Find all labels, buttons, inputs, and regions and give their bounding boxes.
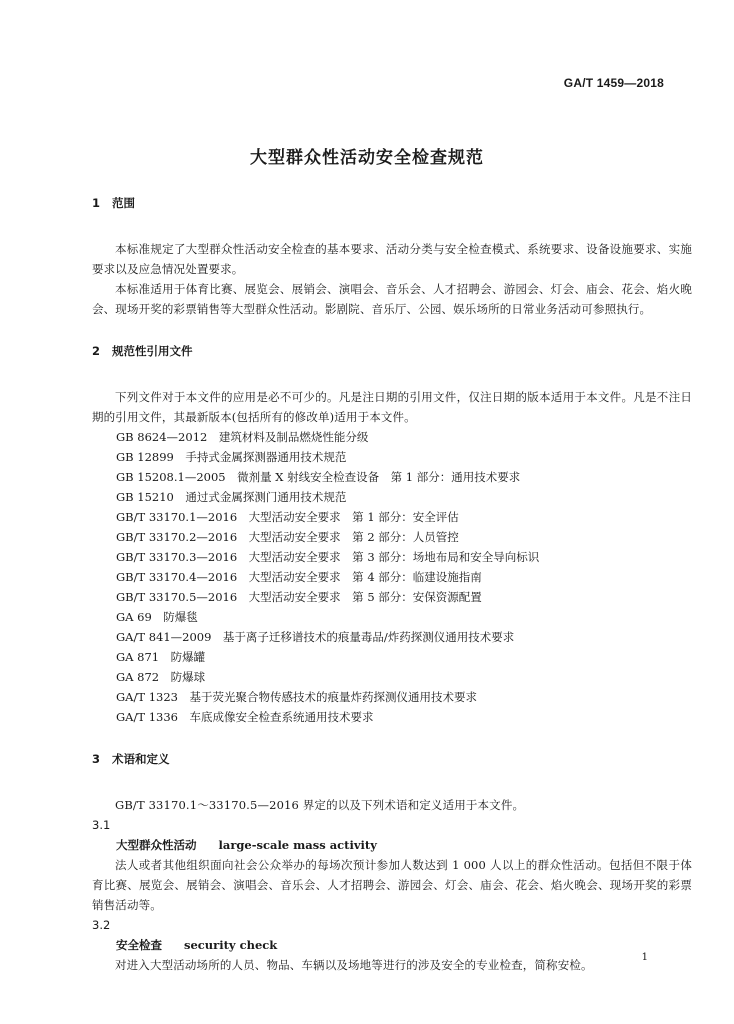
- reference-title: 防爆毯: [163, 610, 198, 624]
- reference-code: GA/T 1323: [116, 690, 178, 704]
- reference-title: 车底成像安全检查系统通用技术要求: [189, 710, 374, 724]
- term-entry: [92, 935, 692, 955]
- reference-code: GB/T 33170.2—2016: [116, 530, 238, 544]
- reference-item: [92, 527, 692, 547]
- reference-item: [92, 507, 692, 527]
- term-chinese: 大型群众性活动: [116, 838, 197, 852]
- reference-code: GB/T 33170.1—2016: [116, 510, 238, 524]
- reference-title: 大型活动安全要求 第 4 部分：临建设施指南: [248, 570, 482, 584]
- reference-title: 手持式金属探测器通用技术规范: [185, 450, 347, 464]
- reference-title: 防爆球: [170, 670, 206, 684]
- document-body: [92, 193, 692, 975]
- reference-item: [92, 547, 692, 567]
- reference-title: 大型活动安全要求 第 3 部分：场地布局和安全导向标识: [248, 550, 540, 564]
- reference-item: [92, 447, 692, 467]
- reference-item: [92, 647, 692, 667]
- page-number: 1: [641, 952, 648, 963]
- reference-title: 通过式金属探测门通用技术规范: [185, 490, 347, 504]
- reference-code: GA 872: [116, 670, 160, 684]
- reference-item: [92, 487, 692, 507]
- reference-title: 防爆罐: [170, 650, 206, 664]
- reference-title: 大型活动安全要求 第 5 部分：安保资源配置: [248, 590, 482, 604]
- reference-code: GB 8624—2012: [116, 430, 208, 444]
- reference-title: 大型活动安全要求 第 1 部分：安全评估: [248, 510, 459, 524]
- reference-code: GB/T 33170.5—2016: [116, 590, 238, 604]
- reference-code: GA 871: [116, 650, 160, 664]
- section-title: 范围: [112, 196, 135, 210]
- section-number: 3: [92, 752, 101, 766]
- reference-item: [92, 667, 692, 687]
- reference-title: 微剂量 X 射线安全检查设备 第 1 部分：通用技术要求: [237, 470, 521, 484]
- section-title: 术语和定义: [112, 752, 170, 766]
- section-number: 1: [92, 196, 101, 210]
- reference-code: GB 12899: [116, 450, 174, 464]
- reference-item: [92, 587, 692, 607]
- terms-intro: GB/T 33170.1～33170.5—2016 界定的以及下列术语和定义适用于本文件。: [115, 798, 525, 812]
- reference-code: GA/T 841—2009: [116, 630, 212, 644]
- standard-code: GA/T 1459—2018: [563, 76, 664, 90]
- term-english: security check: [184, 938, 278, 952]
- section-heading-references: [92, 341, 692, 361]
- term-chinese: 安全检查: [116, 938, 162, 952]
- references-intro: 下列文件对于本文件的应用是必不可少的。凡是注日期的引用文件，仅注日期的版本适用于本文件。凡是不注日期的引用文件，其最新版本(包括所有的修改单)适用于本文件。: [92, 390, 692, 424]
- reference-item: [92, 607, 692, 627]
- section-number: 2: [92, 344, 101, 358]
- scope-paragraph: 本标准规定了大型群众性活动安全检查的基本要求、活动分类与安全检查模式、系统要求、设备设施要求、实施要求以及应急情况处置要求。: [92, 242, 692, 276]
- reference-item: [92, 427, 692, 447]
- scope-paragraph: 本标准适用于体育比赛、展览会、展销会、演唱会、音乐会、人才招聘会、游园会、灯会、庙会、花会、焰火晚会、现场开奖的彩票销售等大型群众性活动。影剧院、音乐厅、公园、娱乐场所的日常业务活动可参照执行。: [92, 282, 692, 316]
- reference-code: GA/T 1336: [116, 710, 178, 724]
- reference-item: [92, 707, 692, 727]
- reference-title: 基于荧光聚合物传感技术的痕量炸药探测仪通用技术要求: [189, 690, 477, 704]
- reference-item: [92, 627, 692, 647]
- term-entry: [92, 835, 692, 855]
- term-definition: 法人或者其他组织面向社会公众举办的每场次预计参加人数达到 1 000 人以上的群众性活动。包括但不限于体育比赛、展览会、展销会、演唱会、音乐会、人才招聘会、游园会、灯会、庙会、花会、焰火晚会、现场开奖的彩票销售活动等。: [92, 858, 692, 912]
- clause-number: 3.2: [92, 918, 111, 932]
- section-title: 规范性引用文件: [112, 344, 193, 358]
- reference-item: [92, 687, 692, 707]
- reference-item: [92, 567, 692, 587]
- clause-number: 3.1: [92, 818, 111, 832]
- reference-title: 建筑材料及制品燃烧性能分级: [218, 430, 369, 444]
- document-title: 大型群众性活动安全检查规范: [250, 148, 484, 168]
- reference-code: GB/T 33170.3—2016: [116, 550, 238, 564]
- reference-code: GB/T 33170.4—2016: [116, 570, 238, 584]
- reference-title: 大型活动安全要求 第 2 部分：人员管控: [248, 530, 459, 544]
- reference-code: GB 15210: [116, 490, 174, 504]
- reference-item: [92, 467, 692, 487]
- section-heading-scope: [92, 193, 692, 213]
- term-definition: 对进入大型活动场所的人员、物品、车辆以及场地等进行的涉及安全的专业检查，简称安检。: [115, 958, 593, 972]
- section-heading-terms: [92, 749, 692, 769]
- reference-code: GB 15208.1—2005: [116, 470, 226, 484]
- reference-title: 基于离子迁移谱技术的痕量毒品/炸药探测仪通用技术要求: [222, 630, 515, 644]
- reference-code: GA 69: [116, 610, 152, 624]
- term-english: large-scale mass activity: [218, 838, 377, 852]
